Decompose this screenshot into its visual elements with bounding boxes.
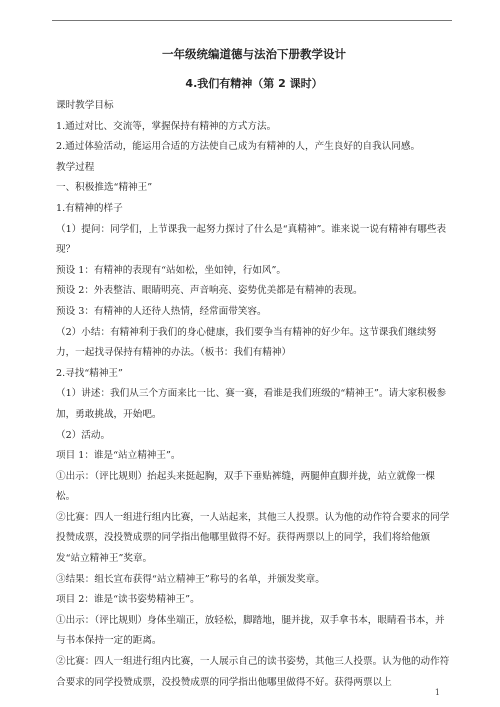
- paragraph: ①出示：（评比规则）身体坐端正，放轻松，脚踏地，腿并拢，双手拿书本，眼睛看书本，并与书本保持一定的距离。: [56, 614, 445, 647]
- paragraph: 项目 1：谁是“站立精神王”。: [56, 450, 181, 462]
- paragraph: 教学过程: [56, 161, 95, 173]
- paragraph: ①出示：（评比规则）抬起头来挺起胸，双手下垂贴裤缝，两腿伸直脚并拢，站立就像一棵松。: [56, 470, 435, 503]
- paragraph: （2）小结：有精神利于我们的身心健康，我们要争当有精神的好少年。这节课我们继续努力，一起找寻保持有精神的办法。（板书：我们有精神）: [56, 326, 437, 359]
- paragraph: ②比赛：四人一组进行组内比赛，一人展示自己的读书姿势，其他三人投票。认为他的动作符合要求的同学投赞成票，没投赞成票的同学指出他哪里做得不好。获得两票以上: [56, 656, 450, 688]
- paragraph: 2.通过体验活动，能运用合适的方法使自己成为有精神的人，产生良好的自我认同感。: [56, 141, 421, 153]
- paragraph: ③结果：组长宣布获得“站立精神王”称号的名单，并颁发奖章。: [56, 573, 325, 585]
- paragraph: 预设 3：有精神的人还待人热情，经常面带笑容。: [56, 305, 267, 317]
- paragraph: （1）讲述：我们从三个方面来比一比、赛一赛，看谁是我们班级的“精神王”。请大家积极参加，勇敢挑战，开始吧。: [56, 388, 447, 420]
- paragraph: 2.寻找“精神王”: [56, 367, 123, 379]
- paragraph: 1.有精神的样子: [56, 202, 123, 214]
- paragraph: 1.通过对比、交流等，掌握保持有精神的方式方法。: [56, 120, 277, 132]
- paragraph: 一、积极推选“精神王”: [56, 182, 153, 194]
- lesson-subtitle: 4.我们有精神（第 2 课时）: [185, 77, 323, 90]
- paragraph: 项目 2：谁是“读书姿势精神王”。: [56, 594, 200, 606]
- paragraph: （1）提问：同学们，上节课我一起努力探讨了什么是“真精神”。谁来说一说有精神有哪些表现？: [56, 223, 447, 256]
- paragraph: 预设 1：有精神的表现有“站如松，坐如钟，行如风”。: [56, 264, 287, 276]
- document-body: [56, 46, 452, 693]
- paragraph: 预设 2：外表整洁、眼睛明亮、声音响亮、姿势优美都是有精神的表现。: [56, 285, 363, 297]
- paragraph: （2）活动。: [56, 429, 111, 441]
- header-rule: [52, 20, 452, 21]
- paragraph: 课时教学目标: [56, 100, 114, 111]
- document-title: 一年级统编道德与法治下册教学设计: [162, 47, 346, 61]
- page-number: 1: [434, 688, 440, 697]
- paragraph: ②比赛：四人一组进行组内比赛，一人站起来，其他三人投票。认为他的动作符合要求的同学投赞成票，没投赞成票的同学指出他哪里做得不好。获得两票以上的同学，我们将给他颁发“站立精神王”奖章。: [56, 511, 450, 565]
